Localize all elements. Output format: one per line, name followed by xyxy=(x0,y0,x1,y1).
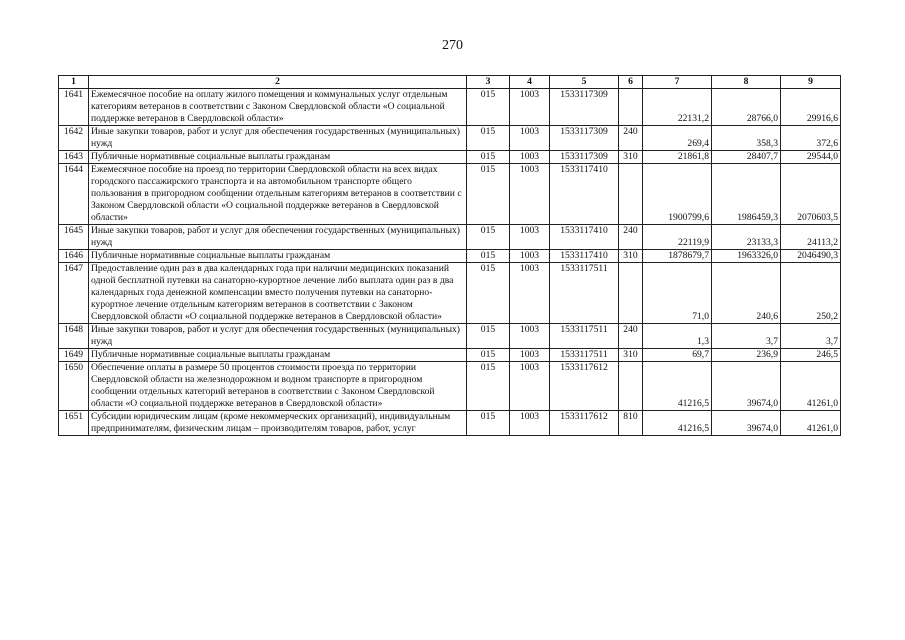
target-article-code: 1533117511 xyxy=(550,263,619,324)
target-article-code: 1533117511 xyxy=(550,349,619,362)
column-header-6: 6 xyxy=(619,76,643,89)
expense-type-code: 310 xyxy=(619,349,643,362)
section-code: 1003 xyxy=(510,411,550,436)
row-number: 1644 xyxy=(59,164,89,225)
column-header-1: 1 xyxy=(59,76,89,89)
row-description: Публичные нормативные социальные выплаты гражданам xyxy=(89,250,467,263)
amount-col8: 1986459,3 xyxy=(712,164,781,225)
section-code: 1003 xyxy=(510,362,550,411)
expense-type-code xyxy=(619,164,643,225)
target-article-code: 1533117612 xyxy=(550,411,619,436)
expense-type-code: 240 xyxy=(619,225,643,250)
section-code: 1003 xyxy=(510,164,550,225)
column-header-2: 2 xyxy=(89,76,467,89)
table-row xyxy=(59,362,841,411)
row-description: Субсидии юридическим лицам (кроме некоммерческих организаций), индивидуальным предпринимателям, физическим лицам – производителям товаров, работ, услуг xyxy=(89,411,467,436)
table-row xyxy=(59,411,841,436)
row-number: 1648 xyxy=(59,324,89,349)
table-row xyxy=(59,89,841,126)
row-number: 1646 xyxy=(59,250,89,263)
column-header-4: 4 xyxy=(510,76,550,89)
amount-col8: 28766,0 xyxy=(712,89,781,126)
expense-type-code: 310 xyxy=(619,151,643,164)
ministry-code: 015 xyxy=(467,263,510,324)
target-article-code: 1533117309 xyxy=(550,126,619,151)
row-number: 1647 xyxy=(59,263,89,324)
ministry-code: 015 xyxy=(467,126,510,151)
table-header-row xyxy=(59,76,841,89)
amount-col8: 1963326,0 xyxy=(712,250,781,263)
amount-col7: 22131,2 xyxy=(643,89,712,126)
amount-col9: 24113,2 xyxy=(781,225,841,250)
expense-type-code xyxy=(619,89,643,126)
expense-type-code xyxy=(619,263,643,324)
ministry-code: 015 xyxy=(467,349,510,362)
row-description: Ежемесячное пособие на оплату жилого помещения и коммунальных услуг отдельным категориям ветеранов в соответствии с Законом Свердловской области «О социальной поддержке ветеранов в Свердловской области» xyxy=(89,89,467,126)
row-description: Публичные нормативные социальные выплаты гражданам xyxy=(89,349,467,362)
table-row xyxy=(59,164,841,225)
amount-col7: 41216,5 xyxy=(643,411,712,436)
column-header-8: 8 xyxy=(712,76,781,89)
expense-type-code xyxy=(619,362,643,411)
amount-col7: 69,7 xyxy=(643,349,712,362)
row-description: Иные закупки товаров, работ и услуг для обеспечения государственных (муниципальных) нужд xyxy=(89,324,467,349)
amount-col9: 41261,0 xyxy=(781,362,841,411)
budget-table xyxy=(58,75,841,436)
amount-col8: 39674,0 xyxy=(712,411,781,436)
amount-col9: 2070603,5 xyxy=(781,164,841,225)
ministry-code: 015 xyxy=(467,164,510,225)
amount-col9: 2046490,3 xyxy=(781,250,841,263)
row-description: Иные закупки товаров, работ и услуг для обеспечения государственных (муниципальных) нужд xyxy=(89,225,467,250)
section-code: 1003 xyxy=(510,89,550,126)
target-article-code: 1533117410 xyxy=(550,164,619,225)
amount-col9: 372,6 xyxy=(781,126,841,151)
ministry-code: 015 xyxy=(467,362,510,411)
target-article-code: 1533117612 xyxy=(550,362,619,411)
ministry-code: 015 xyxy=(467,250,510,263)
expense-type-code: 810 xyxy=(619,411,643,436)
amount-col7: 1,3 xyxy=(643,324,712,349)
row-number: 1649 xyxy=(59,349,89,362)
table-row xyxy=(59,225,841,250)
target-article-code: 1533117309 xyxy=(550,151,619,164)
amount-col8: 240,6 xyxy=(712,263,781,324)
section-code: 1003 xyxy=(510,349,550,362)
page-number: 270 xyxy=(442,38,463,53)
amount-col7: 71,0 xyxy=(643,263,712,324)
amount-col9: 29916,6 xyxy=(781,89,841,126)
row-description: Обеспечение оплаты в размере 50 процентов стоимости проезда по территории Свердловской области на железнодорожном и водном транспорте в пригородном сообщении отдельных категорий ветеранов в соответствии с Законом Свердловской области «О социальной поддержке ветеранов в Свердловской области» xyxy=(89,362,467,411)
row-number: 1645 xyxy=(59,225,89,250)
row-description: Ежемесячное пособие на проезд по территории Свердловской области на всех видах городского пассажирского транспорта и на автомобильном транспорте общего пользования в пригородном сообщении отдельным категориям ветеранов в соответствии с Законом Свердловской области «О социальной поддержке ветеранов в Свердловской области» xyxy=(89,164,467,225)
table-row xyxy=(59,126,841,151)
table-row xyxy=(59,349,841,362)
row-description: Публичные нормативные социальные выплаты гражданам xyxy=(89,151,467,164)
amount-col9: 41261,0 xyxy=(781,411,841,436)
table-row xyxy=(59,151,841,164)
amount-col9: 250,2 xyxy=(781,263,841,324)
table-row xyxy=(59,250,841,263)
amount-col7: 1900799,6 xyxy=(643,164,712,225)
table-row xyxy=(59,324,841,349)
section-code: 1003 xyxy=(510,263,550,324)
column-header-9: 9 xyxy=(781,76,841,89)
expense-type-code: 240 xyxy=(619,126,643,151)
amount-col9: 246,5 xyxy=(781,349,841,362)
amount-col7: 22119,9 xyxy=(643,225,712,250)
row-description: Иные закупки товаров, работ и услуг для обеспечения государственных (муниципальных) нужд xyxy=(89,126,467,151)
target-article-code: 1533117410 xyxy=(550,225,619,250)
amount-col8: 28407,7 xyxy=(712,151,781,164)
target-article-code: 1533117511 xyxy=(550,324,619,349)
column-header-7: 7 xyxy=(643,76,712,89)
amount-col8: 236,9 xyxy=(712,349,781,362)
target-article-code: 1533117410 xyxy=(550,250,619,263)
section-code: 1003 xyxy=(510,126,550,151)
amount-col8: 39674,0 xyxy=(712,362,781,411)
expense-type-code: 310 xyxy=(619,250,643,263)
section-code: 1003 xyxy=(510,250,550,263)
amount-col7: 21861,8 xyxy=(643,151,712,164)
row-number: 1651 xyxy=(59,411,89,436)
column-header-5: 5 xyxy=(550,76,619,89)
column-header-3: 3 xyxy=(467,76,510,89)
row-number: 1642 xyxy=(59,126,89,151)
target-article-code: 1533117309 xyxy=(550,89,619,126)
row-number: 1641 xyxy=(59,89,89,126)
amount-col8: 3,7 xyxy=(712,324,781,349)
section-code: 1003 xyxy=(510,151,550,164)
table-row xyxy=(59,263,841,324)
section-code: 1003 xyxy=(510,225,550,250)
amount-col7: 269,4 xyxy=(643,126,712,151)
amount-col8: 23133,3 xyxy=(712,225,781,250)
expense-type-code: 240 xyxy=(619,324,643,349)
row-description: Предоставление один раз в два календарных года при наличии медицинских показаний одной бесплатной путевки на санаторно-курортное лечение либо выплата один раз в два календарных года денежной компенсации вместо получения путевки на санаторно-курортное лечение отдельным категориям ветеранов в соответствии с Законом Свердловской области «О социальной поддержке ветеранов в Свердловской области» xyxy=(89,263,467,324)
ministry-code: 015 xyxy=(467,89,510,126)
amount-col9: 3,7 xyxy=(781,324,841,349)
row-number: 1650 xyxy=(59,362,89,411)
ministry-code: 015 xyxy=(467,151,510,164)
table-body xyxy=(59,76,841,436)
amount-col9: 29544,0 xyxy=(781,151,841,164)
amount-col7: 1878679,7 xyxy=(643,250,712,263)
section-code: 1003 xyxy=(510,324,550,349)
amount-col7: 41216,5 xyxy=(643,362,712,411)
ministry-code: 015 xyxy=(467,411,510,436)
ministry-code: 015 xyxy=(467,225,510,250)
ministry-code: 015 xyxy=(467,324,510,349)
amount-col8: 358,3 xyxy=(712,126,781,151)
row-number: 1643 xyxy=(59,151,89,164)
